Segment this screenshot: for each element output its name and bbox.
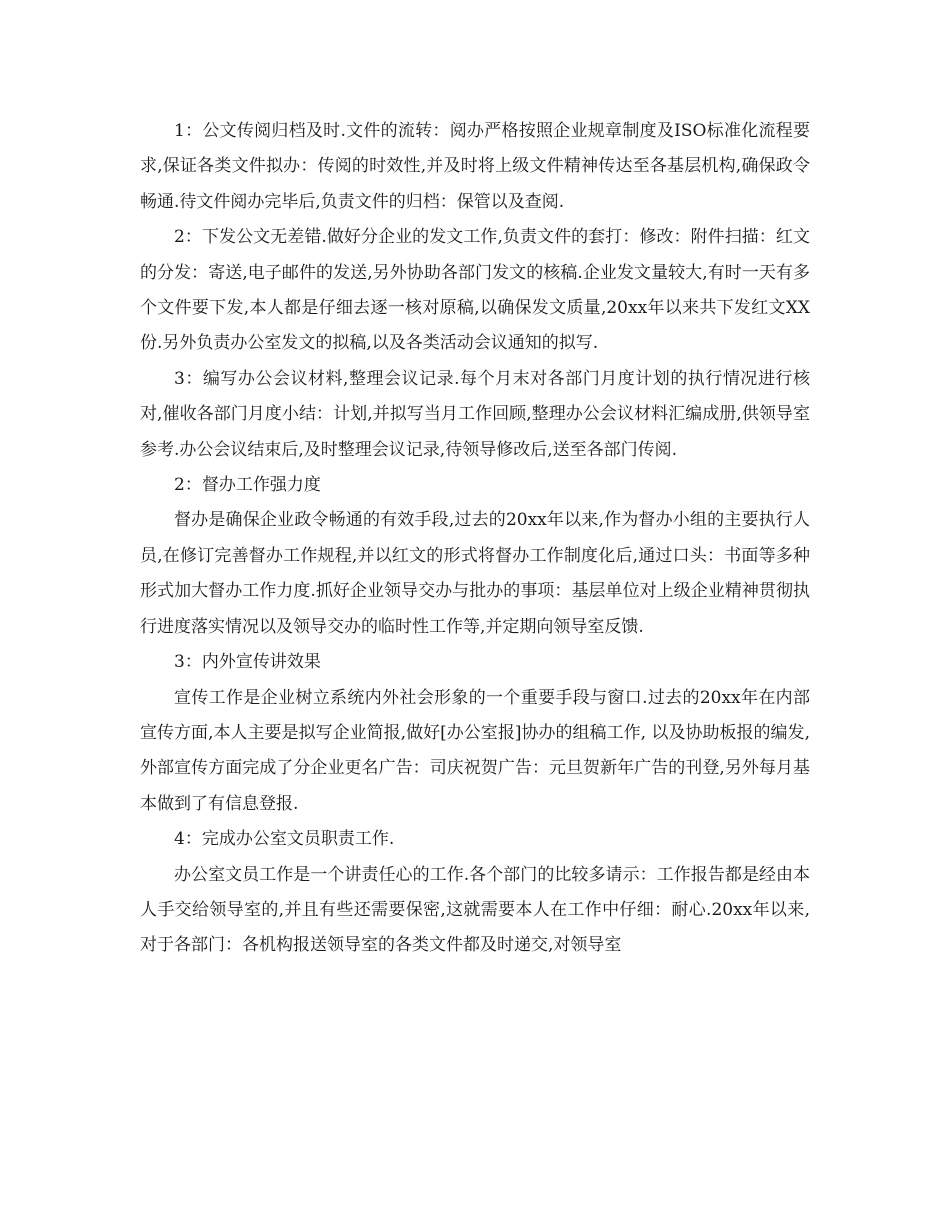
paragraph-issue-documents: 2：下发公文无差错.做好分企业的发文工作,负责文件的套打：修改：附件扫描：红文的分发：寄送,电子邮件的发送,另外协助各部门发文的核稿.企业发文量较大,有时一天有多个文件要下发,本人都是仔细去逐一核对原稿,以确保发文质量,20xx年以来共下发红文XX份.另外负责办公室发文的拟稿,以及各类活动会议通知的拟写. [140, 227, 810, 354]
document-body [140, 114, 810, 964]
paragraph-supervision: 督办是确保企业政令畅通的有效手段,过去的20xx年以来,作为督办小组的主要执行人员,在修订完善督办工作规程,并以红文的形式将督办工作制度化后,通过口头：书面等多种形式加大督办工作力度.抓好企业领导交办与批办的事项：基层单位对上级企业精神贯彻执行进度落实情况以及领导交办的临时性工作等,并定期向领导室反馈. [140, 510, 810, 637]
section-heading-publicity: 3：内外宣传讲效果 [174, 652, 321, 673]
paragraph-document-circulation: 1：公文传阅归档及时.文件的流转：阅办严格按照企业规章制度及ISO标准化流程要求,保证各类文件拟办：传阅的时效性,并及时将上级文件精神传达至各基层机构,确保政令畅通.待文件阅办完毕后,负责文件的归档：保管以及查阅. [140, 121, 810, 212]
paragraph-clerk-duties: 办公室文员工作是一个讲责任心的工作.各个部门的比较多请示：工作报告都是经由本人手交给领导室的,并且有些还需要保密,这就需要本人在工作中仔细：耐心.20xx年以来,对于各部门：各机构报送领导室的各类文件都及时递交,对领导室 [140, 864, 810, 956]
paragraph-publicity: 宣传工作是企业树立系统内外社会形象的一个重要手段与窗口.过去的20xx年在内部宣传方面,本人主要是拟写企业简报,做好[办公室报]协办的组稿工作, 以及协助板报的编发,外部宣传方面完成了分企业更名广告：司庆祝贺广告：元旦贺新年广告的刊登,另外每月基本做到了有信息登报. [140, 687, 810, 814]
section-heading-clerk-duties: 4：完成办公室文员职责工作. [174, 829, 395, 850]
section-heading-supervision: 2：督办工作强力度 [174, 475, 321, 496]
paragraph-meeting-materials: 3：编写办公会议材料,整理会议记录.每个月末对各部门月度计划的执行情况进行核对,催收各部门月度小结：计划,并拟写当月工作回顾,整理办公会议材料汇编成册,供领导室参考.办公会议结束后,及时整理会议记录,待领导修改后,送至各部门传阅. [140, 368, 810, 460]
